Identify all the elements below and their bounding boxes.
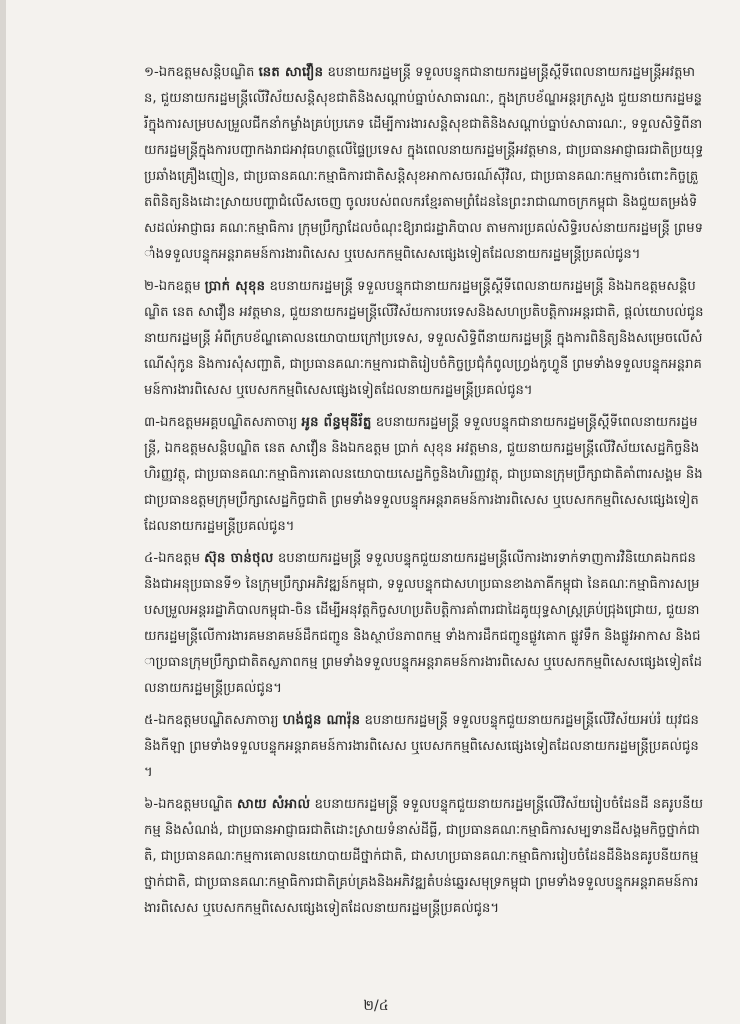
- list-item: [144, 708, 704, 786]
- official-name: ហង់ជួន ណារ៉ុន: [282, 713, 361, 728]
- item-prefix: ១-ឯកឧត្តមសន្តិបណ្ឌិត: [144, 65, 259, 80]
- item-prefix: ៥-ឯកឧត្តមបណ្ឌិតសភាចារ្យ: [144, 713, 283, 728]
- document-body: [144, 60, 704, 980]
- official-name: អូន ព័ន្ធមុនីរ័ត្ន: [301, 415, 372, 430]
- page-number: ២/៤: [363, 998, 389, 1014]
- official-name: សាយ សំអាល់: [236, 797, 311, 812]
- item-text: ឧបនាយករដ្ឋមន្ត្រី ទទួលបន្ទុកជានាយករដ្ឋមន្ត្រីស្តីទីពេលនាយករដ្ឋមន្ត្រី និងឯកឧត្តមសន្តិបណ្ឌិត នេត សាវឿន អវត្តមាន, ជួយនាយករដ្ឋមន្ត្រីលើវិស័យការបរទេសនិងសហប្រតិបត្តិការអន្តរជាតិ, ផ្តល់យោបល់ជូននាយករដ្ឋមន្ត្រី អំពីក្របខ័ណ្ឌគោលនយោបាយក្រៅប្រទេស, ទទួលសិទ្ធិពីនាយករដ្ឋមន្ត្រី ក្នុងការពិនិត្យនិងសម្រេចលើសំណើសុំកូន និងការសុំសញ្ជាតិ, ជាប្រធានគណៈកម្មការជាតិរៀបចំកិច្ចប្រជុំកំពូលហ្វ្រង់កូហ្វូនី ព្រមទាំងទទួលបន្ទុកអន្តរាគមន៍ការងារពិសេស ឬបេសកកម្មពិសេសផ្សេងទៀតដែលនាយករដ្ឋមន្ត្រីប្រគល់ជូន។: [144, 279, 704, 398]
- item-prefix: ៦-ឯកឧត្តមបណ្ឌិត: [144, 797, 237, 812]
- item-text: ឧបនាយករដ្ឋមន្ត្រី ទទួលបន្ទុកជួយនាយករដ្ឋមន្ត្រីលើវិស័យរៀបចំដែនដី នគរូបនីយកម្ម និងសំណង់, ជាប្រធានអាជ្ញាធរជាតិដោះស្រាយទំនាស់ដីធ្លី, ជាប្រធានគណៈកម្មាធិការសម្បទានដីសង្គមកិច្ចថ្នាក់ជាតិ, ជាប្រធានគណៈកម្មការគោលនយោបាយដីថ្នាក់ជាតិ, ជាសហប្រធានគណៈកម្មាធិការរៀបចំដែនដីនិងនគរូបនីយកម្មថ្នាក់ជាតិ, ជាប្រធានគណៈកម្មាធិការជាតិគ្រប់គ្រងនិងអភិវឌ្ឍតំបន់ឆ្នេរសមុទ្រកម្ពុជា ព្រមទាំងទទួលបន្ទុកអន្តរាគមន៍ការងារពិសេស ឬបេសកកម្មពិសេសផ្សេងទៀតដែលនាយករដ្ឋមន្ត្រីប្រគល់ជូន។: [144, 797, 704, 916]
- list-item: [144, 792, 704, 922]
- item-text: ឧបនាយករដ្ឋមន្ត្រី ទទួលបន្ទុកជួយនាយករដ្ឋមន្ត្រីលើការងារទាក់ទាញការវិនិយោគឯកជន និងជាអនុប្រធានទី១ នៃក្រុមប្រឹក្សាអភិវឌ្ឍន៍កម្ពុជា, ទទួលបន្ទុកជាសហប្រធានខាងភាគីកម្ពុជា នៃគណៈកម្មាធិការសម្របសម្រួលអន្តររដ្ឋាភិបាលកម្ពុជា-ចិន ដើម្បីអនុវត្តកិច្ចសហប្រតិបត្តិការគាំពារជាដៃគូយុទ្ធសាស្ត្រគ្រប់ជ្រុងជ្រោយ, ជួយនាយករដ្ឋមន្ត្រីលើការងារគមនាគមន៍ដឹកជញ្ជូន និងស្ថាប័នភាពកម្ម ទាំងការដឹកជញ្ជូនផ្លូវគោក ផ្លូវទឹក និងផ្លូវអាកាស និងជាប្រធានក្រុមប្រឹក្សាជាតិតស្លភាពកម្ម ព្រមទាំងទទួលបន្ទុកអន្តរាគមន៍ការងារពិសេស ឬបេសកកម្មពិសេសផ្សេងទៀតដែលនាយករដ្ឋមន្ត្រីប្រគល់ជូន។: [144, 551, 702, 696]
- list-item: [144, 410, 704, 540]
- list-item: [144, 546, 704, 702]
- item-prefix: ២-ឯកឧត្តម: [144, 279, 205, 294]
- official-name: នេត សាវឿន: [258, 65, 324, 80]
- official-name: ប្រាក់ សុខុន: [204, 279, 266, 294]
- item-prefix: ៣-ឯកឧត្តមអគ្គបណ្ឌិតសភាចារ្យ: [144, 415, 302, 430]
- list-item: [144, 60, 704, 268]
- item-text: ឧបនាយករដ្ឋមន្ត្រី ទទួលបន្ទុកជួយនាយករដ្ឋមន្ត្រីលើវិស័យអប់រំ យុវជន និងកីឡា ព្រមទាំងទទួលបន្ទុកអន្តរាគមន៍ការងារពិសេស ឬបេសកកម្មពិសេសផ្សេងទៀតដែលនាយករដ្ឋមន្ត្រីប្រគល់ជូន។: [144, 713, 699, 780]
- official-name: ស៊ុន ចាន់ថុល: [204, 551, 274, 566]
- item-prefix: ៤-ឯកឧត្តម: [144, 551, 205, 566]
- item-text: ឧបនាយករដ្ឋមន្ត្រី ទទួលបន្ទុកជានាយករដ្ឋមន្ត្រីស្តីទីពេលនាយករដ្ឋមន្ត្រី, ឯកឧត្តមសន្តិបណ្ឌិត នេត សាវឿន និងឯកឧត្តម ប្រាក់ សុខុន អវត្តមាន, ជួយនាយករដ្ឋមន្ត្រីលើវិស័យសេដ្ឋកិច្ចនិងហិរញ្ញវត្ថុ, ជាប្រធានគណៈកម្មាធិការគោលនយោបាយសេដ្ឋកិច្ចនិងហិរញ្ញវត្ថុ, ជាប្រធានក្រុមប្រឹក្សាជាតិគាំពារសង្គម និងជាប្រធានឧត្តមក្រុមប្រឹក្សាសេដ្ឋកិច្ចជាតិ ព្រមទាំងទទួលបន្ទុកអន្តរាគមន៍ការងារពិសេស ឬបេសកកម្មពិសេសផ្សេងទៀតដែលនាយករដ្ឋមន្ត្រីប្រគល់ជូន។: [144, 415, 703, 534]
- list-item: [144, 274, 704, 404]
- item-text: ឧបនាយករដ្ឋមន្ត្រី ទទួលបន្ទុកជានាយករដ្ឋមន្ត្រីស្តីទីពេលនាយករដ្ឋមន្ត្រីអវត្តមាន, ជួយនាយករដ្ឋមន្ត្រីលើវិស័យសន្តិសុខជាតិនិងសណ្តាប់ធ្នាប់សាធារណៈ, ក្នុងក្របខ័ណ្ឌអន្តរក្រសួង ជួយនាយករដ្ឋមន្ត្រីក្នុងការសម្របសម្រួលជីកនាំកម្លាំងគ្រប់ប្រភេទ ដើម្បីការងារសន្តិសុខជាតិនិងសណ្តាប់ធ្នាប់សាធារណៈ, ទទួលសិទ្ធិពីនាយករដ្ឋមន្ត្រីក្នុងការបញ្ជាកងរាជអាវុធហត្ថលើផ្ទៃប្រទេស ក្នុងពេលនាយករដ្ឋមន្ត្រីអវត្តមាន, ជាប្រធានអាជ្ញាធរជាតិប្រយុទ្ធប្រឆាំងគ្រឿងញៀន, ជាប្រធានគណៈកម្មាធិការជាតិសន្តិសុខអាកាសចរណ៍ស៊ីវិល, ជាប្រធានគណៈកម្មការចំពោះកិច្ចត្រួតពិនិត្យនិងដោះស្រាយបញ្ហាជំលើសចេញ ចូលរបស់ពលករខ្មែរតាមព្រំដែននៃព្រះរាជាណាចក្រកម្ពុជា និងជួយតម្រង់ទិសដល់អាជ្ញាធរ គណៈកម្មាធិការ ក្រុមប្រឹក្សាដែលចំណុះឱ្យរាជរដ្ឋាភិបាល តាមការប្រគល់សិទ្ធិរបស់នាយករដ្ឋមន្ត្រី ព្រមទាំងទទួលបន្ទុកអន្តរាគមន៍ការងារពិសេស ឬបេសកកម្មពិសេសផ្សេងទៀតដែលនាយករដ្ឋមន្ត្រីប្រគល់ជូន។: [144, 65, 704, 262]
